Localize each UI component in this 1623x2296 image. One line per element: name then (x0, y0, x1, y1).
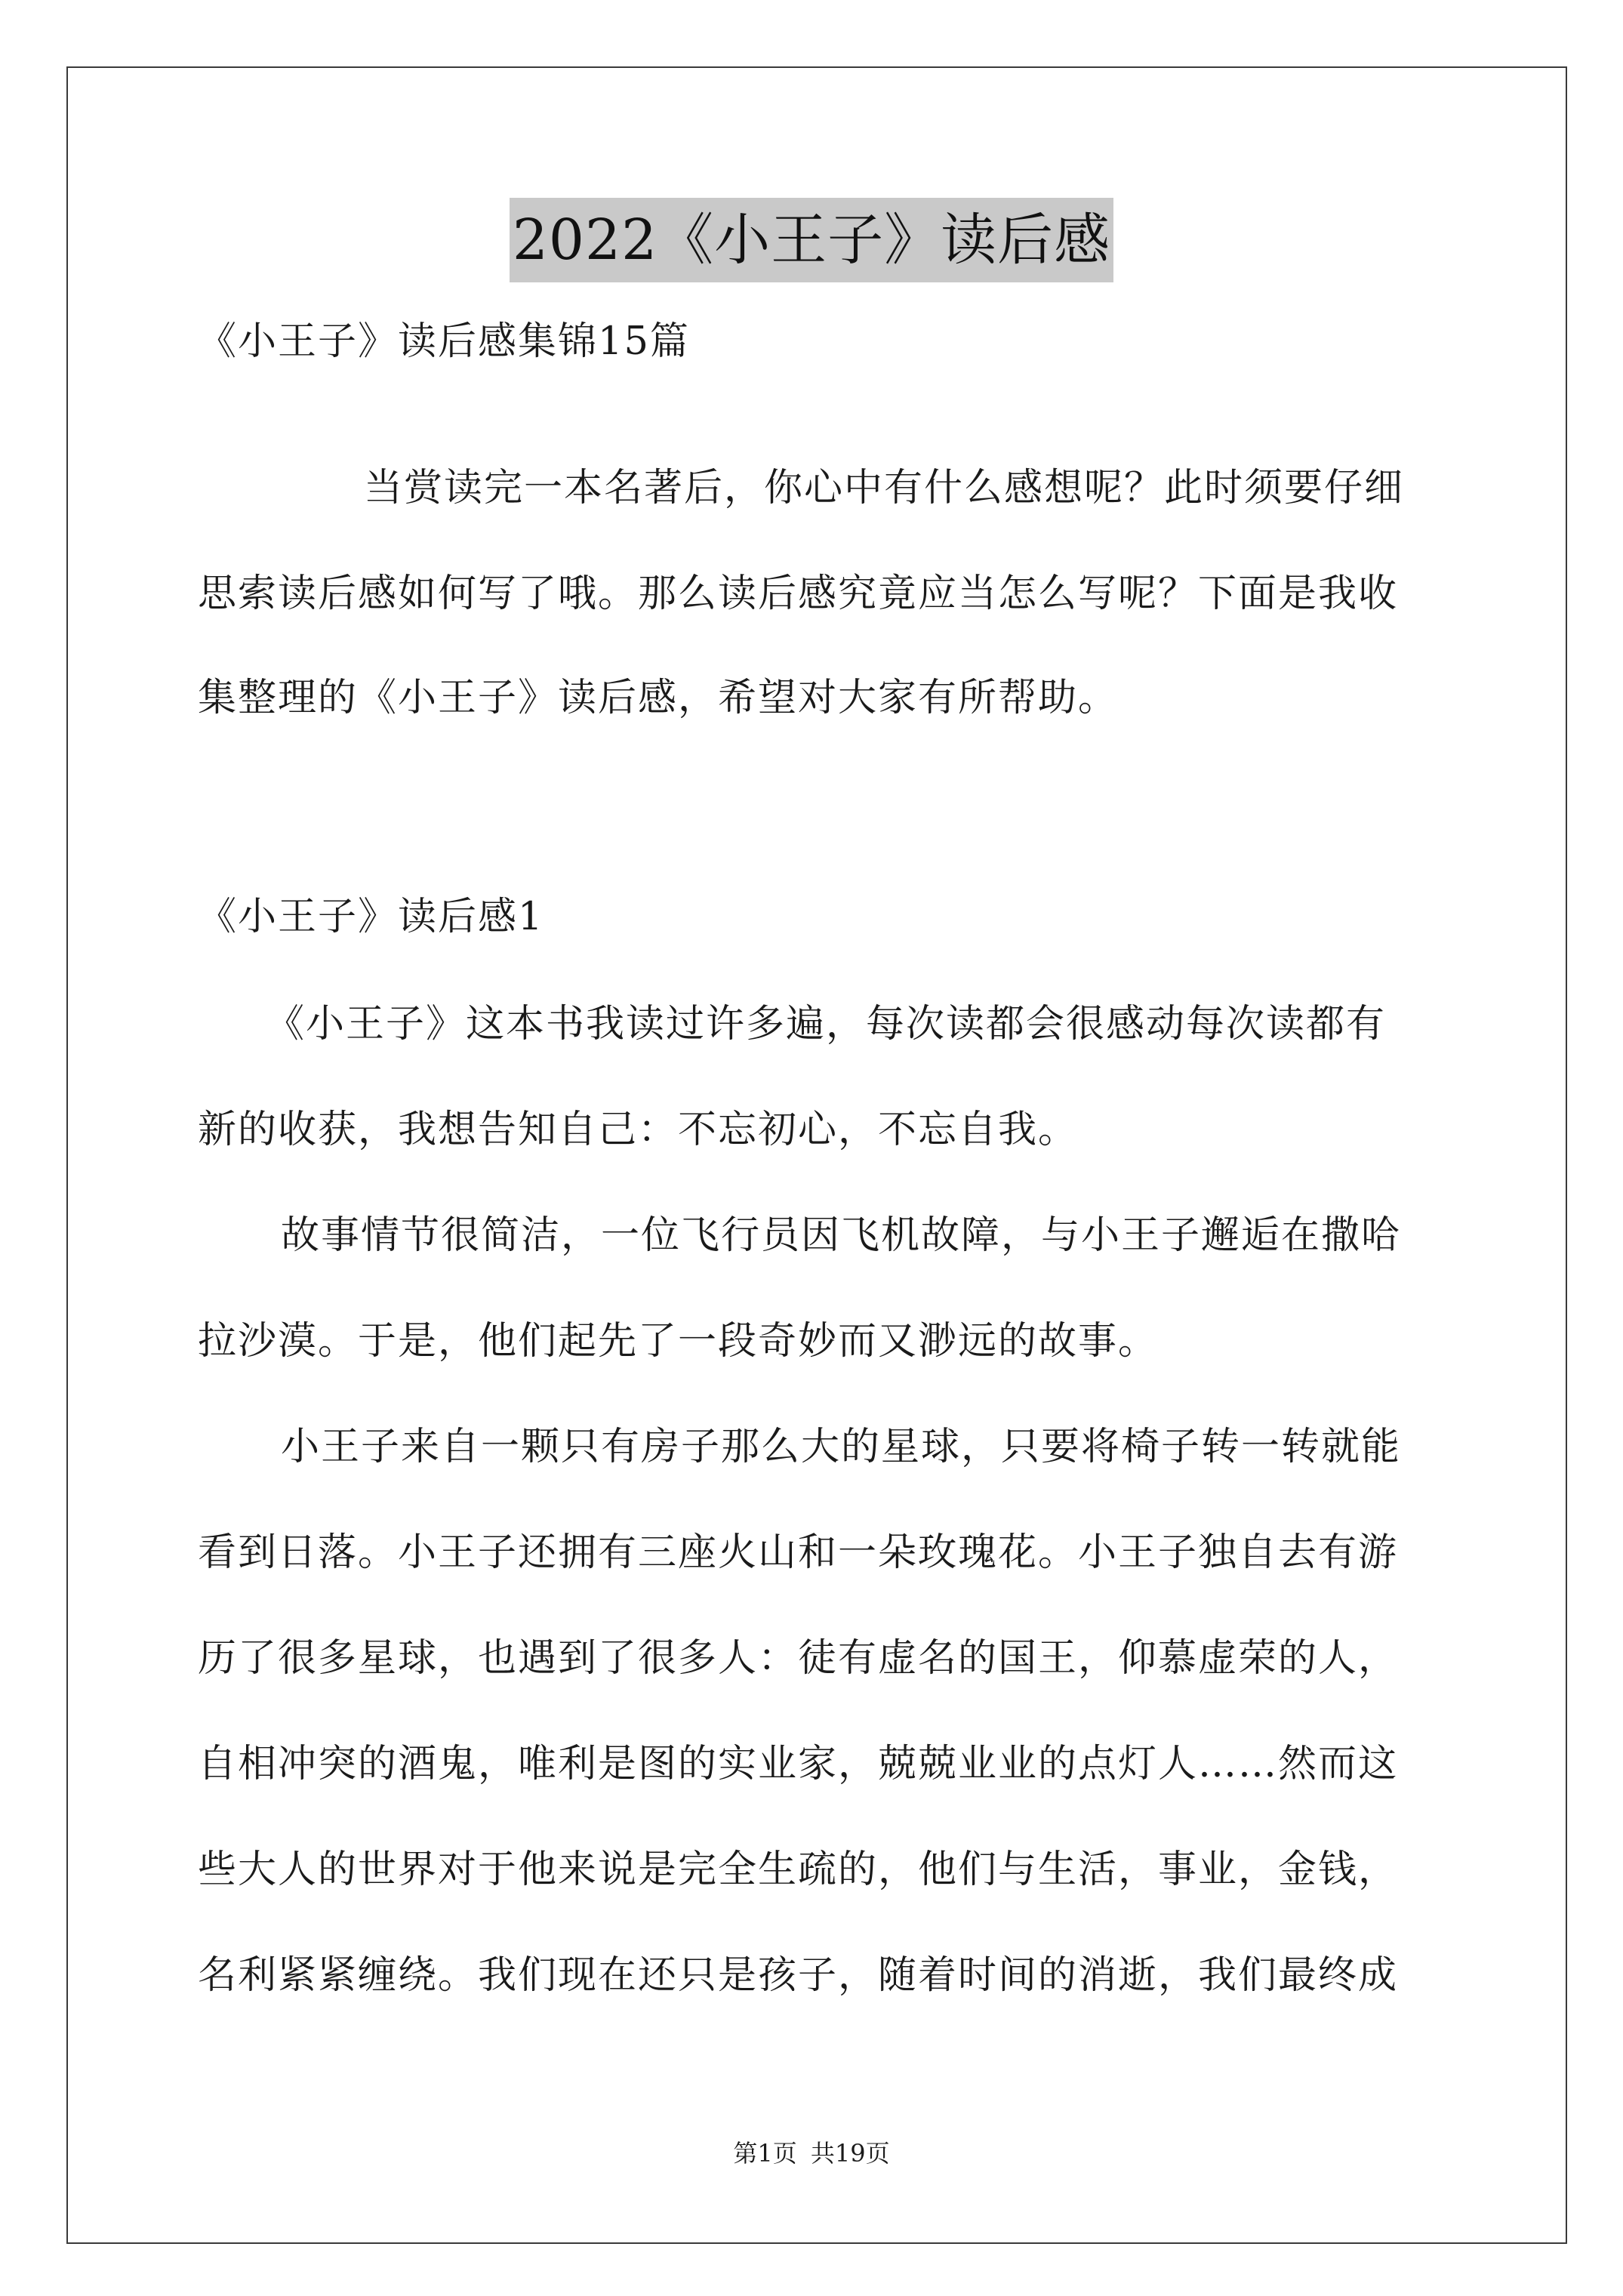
page-total: 共19页 (810, 2139, 890, 2168)
body-line: 名利紧紧缠绕。我们现在还只是孩子，随着时间的消逝，我们最终成 (198, 1953, 1399, 1998)
body-line: 自相冲突的酒鬼，唯利是图的实业家，兢兢业业的点灯人……然而这 (198, 1742, 1399, 1786)
body-line: 拉沙漠。于是，他们起先了一段奇妙而又渺远的故事。 (198, 1319, 1159, 1364)
intro-line: 思索读后感如何写了哦。那么读后感究竟应当怎么写呢？下面是我收 (198, 572, 1399, 616)
body-line: 《小王子》这本书我读过许多遍，每次读都会很感动每次读都有 (266, 1002, 1387, 1046)
body-line: 新的收获，我想告知自己：不忘初心，不忘自我。 (198, 1108, 1079, 1152)
intro-line: 集整理的《小王子》读后感，希望对大家有所帮助。 (198, 676, 1119, 720)
intro-line: 当赏读完一本名著后，你心中有什么感想呢？此时须要仔细 (364, 466, 1405, 510)
body-line: 故事情节很简洁，一位飞行员因飞机故障，与小王子邂逅在撒哈 (281, 1213, 1402, 1258)
body-line: 看到日落。小王子还拥有三座火山和一朵玫瑰花。小王子独自去有游 (198, 1530, 1399, 1575)
document-title: 2022《小王子》读后感 (510, 198, 1113, 282)
title-container (0, 198, 1623, 282)
body-line: 些大人的世界对于他来说是完全生疏的，他们与生活，事业，金钱， (198, 1848, 1399, 1892)
page-footer (0, 2137, 1623, 2170)
section-heading: 《小王子》读后感1 (198, 895, 544, 939)
body-line: 小王子来自一颗只有房子那么大的星球，只要将椅子转一转就能 (281, 1425, 1402, 1469)
page-number: 第1页 (733, 2139, 797, 2168)
body-line: 历了很多星球，也遇到了很多人：徒有虚名的国王，仰慕虚荣的人， (198, 1636, 1399, 1681)
document-subtitle: 《小王子》读后感集锦15篇 (198, 319, 690, 364)
